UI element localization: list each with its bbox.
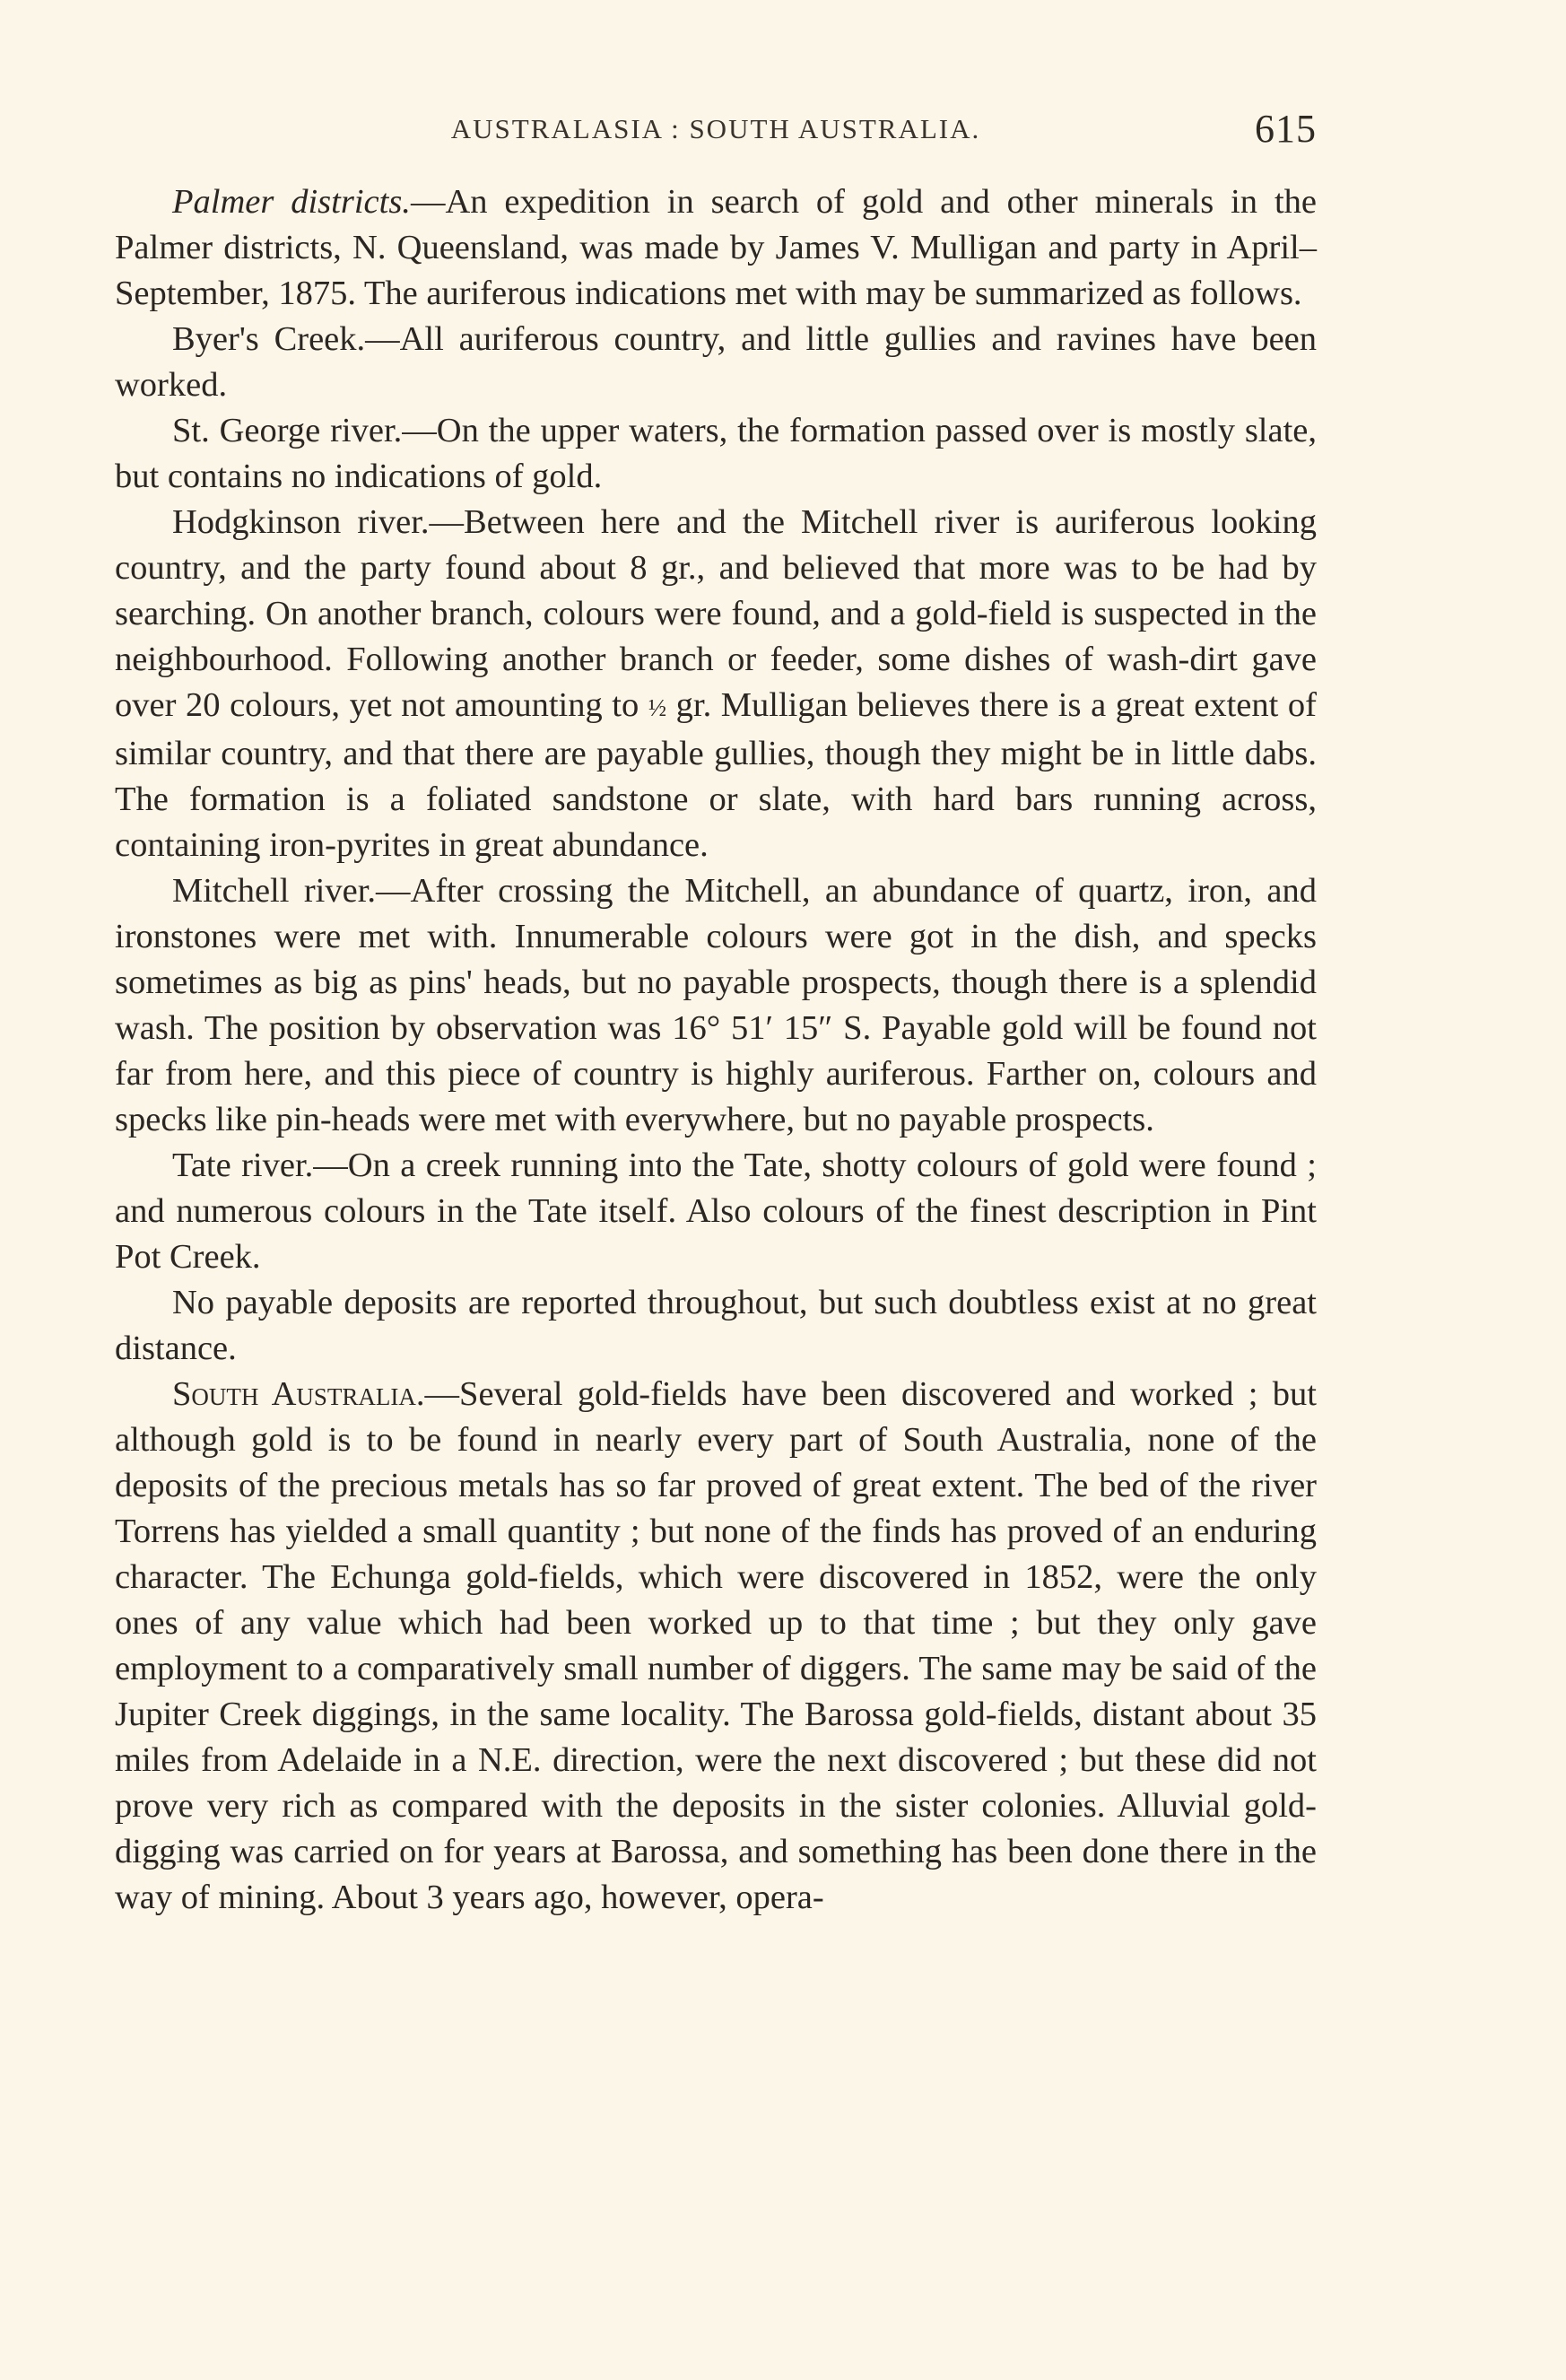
paragraph-text: Byer's Creek.—All auriferous country, and little gullies and ravines have been worked.	[115, 320, 1317, 404]
paragraph-palmer-districts	[115, 179, 1317, 317]
paragraph-south-australia	[115, 1372, 1317, 1921]
paragraph-mitchell-river	[115, 868, 1317, 1143]
paragraph-byers-creek	[115, 317, 1317, 408]
body-text	[115, 179, 1317, 1921]
paragraph-text: No payable deposits are reported throughout, but such doubtless exist at no great distance.	[115, 1284, 1317, 1367]
page-number: 615	[1255, 107, 1317, 151]
paragraph-lead-italic: Palmer districts.	[172, 183, 411, 221]
paragraph-text: Tate river.—On a creek running into the Tate, shotty colours of gold were found ; and numerous colours in the Tate itself. Also colours of the finest description in Pint Pot Creek.	[115, 1146, 1317, 1276]
paragraph-tate-river	[115, 1143, 1317, 1280]
paragraph-st-george-river	[115, 408, 1317, 500]
paragraph-hodgkinson-river	[115, 500, 1317, 868]
paragraph-no-payable-deposits	[115, 1280, 1317, 1372]
paragraph-lead-smallcaps: South Australia.	[172, 1375, 425, 1413]
paragraph-text: gr. Mulligan believes there is a great extent of similar country, and that there are payable gullies, though they might be in little dabs. The formation is a foliated sandstone or slate, with hard bars running across, containing iron-pyrites in great abundance.	[115, 686, 1318, 864]
running-head	[115, 106, 1317, 160]
paragraph-text: Mitchell river.—After crossing the Mitchell, an abundance of quartz, iron, and ironstones were met with. Innumerable colours were got in the dish, and specks sometimes as big as pins' heads, but no payable prospects, though there is a splendid wash. The position by observation was 16° 51′ 15″ S. Payable gold will be found not far from here, and this piece of country is highly auriferous. Farther on, colours and specks like pin-heads were met with everywhere, but no payable prospects.	[115, 872, 1317, 1138]
paragraph-text: —An expedition in search of gold and other minerals in the Palmer districts, N. Queensland, was made by James V. Mulligan and party in April–September, 1875. The auriferous indications met with may be summarized as follows.	[115, 183, 1317, 312]
fraction-half: ½	[648, 694, 667, 721]
paragraph-text: —Several gold-fields have been discovered and worked ; but although gold is to be found in nearly every part of South Australia, none of the deposits of the precious metals has so far proved of great extent. The bed of the river Torrens has yielded a small quantity ; but none of the finds has proved of an enduring character. The Echunga gold-fields, which were discovered in 1852, were the only ones of any value which had been worked up to that time ; but they only gave employment to a comparatively small number of diggers. The same may be said of the Jupiter Creek diggings, in the same locality. The Barossa gold-fields, distant about 35 miles from Adelaide in a N.E. direction, were the next discovered ; but these did not prove very rich as compared with the deposits in the sister colonies. Alluvial gold-digging was carried on for years at Barossa, and something has been done there in the way of mining. About 3 years ago, however, opera-	[115, 1375, 1318, 1916]
paragraph-text: Hodgkinson river.—Between here and the Mitchell river is auriferous looking country, and the party found about 8 gr., and believed that more was to be had by searching. On another branch, colours were found, and a gold-field is suspected in the neighbourhood. Following another branch or feeder, some dishes of wash-dirt gave over 20 colours, yet not amounting to	[115, 503, 1317, 724]
paragraph-text: St. George river.—On the upper waters, the formation passed over is mostly slate, but contains no indications of gold.	[115, 412, 1317, 495]
running-title: AUSTRALASIA : SOUTH AUSTRALIA.	[450, 113, 981, 144]
